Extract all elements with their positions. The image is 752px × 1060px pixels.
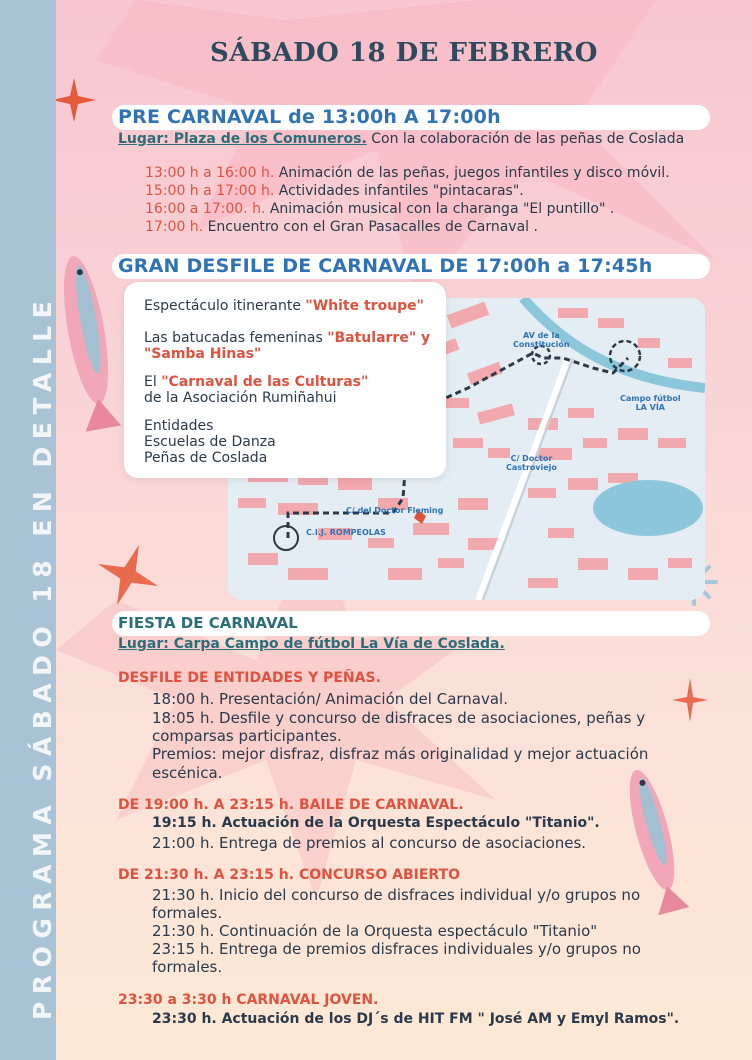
map-label-castroviejo: C/ Doctor Castroviejo bbox=[506, 454, 557, 472]
schedule-line: formales. bbox=[152, 904, 223, 922]
precarnaval-place bbox=[118, 131, 684, 147]
item-text: Animación musical con la charanga "El puntillo" . bbox=[265, 201, 615, 217]
desfile-heading: GRAN DESFILE DE CARNAVAL DE 17:00h a 17:45h bbox=[118, 255, 653, 277]
participant-line: de la Asociación Rumiñahui bbox=[144, 390, 337, 406]
baile-title: DE 19:00 h. A 23:15 h. BAILE DE CARNAVAL. bbox=[118, 797, 464, 813]
precarnaval-heading: PRE CARNAVAL de 13:00h A 17:00h bbox=[118, 106, 501, 128]
schedule-line: 21:00 h. Entrega de premios al concurso de asociaciones. bbox=[152, 834, 587, 852]
item-text: Actividades infantiles "pintacaras". bbox=[274, 183, 524, 199]
list-item bbox=[145, 219, 538, 235]
participant-line: "Samba Hinas" bbox=[144, 346, 262, 362]
map-label-fleming: C/ del Doctor Fleming bbox=[346, 506, 444, 515]
item-time: 17:00 h. bbox=[145, 219, 204, 235]
place-label: Lugar: Plaza de los Comuneros. bbox=[118, 131, 367, 147]
desfile-participants-box bbox=[124, 282, 446, 478]
schedule-line: 21:30 h. Continuación de la Orquesta espectáculo "Titanio" bbox=[152, 922, 598, 940]
concurso-title: DE 21:30 h. A 23:15 h. CONCURSO ABIERTO bbox=[118, 867, 461, 883]
schedule-line: 18:05 h. Desfile y concurso de disfraces de asociaciones, peñas y bbox=[152, 709, 646, 727]
item-text: Animación de las peñas, juegos infantiles y disco móvil. bbox=[274, 165, 670, 181]
sidebar-title: PROGRAMA SÁBADO 18 EN DETALLE bbox=[28, 293, 57, 1020]
map-label-campo: Campo fútbol LA VÍA bbox=[620, 394, 681, 412]
fiesta-place: Lugar: Carpa Campo de fútbol La Vía de Coslada. bbox=[118, 636, 505, 652]
list-item bbox=[145, 165, 670, 181]
schedule-line: 19:15 h. Actuación de la Orquesta Espectáculo "Titanio". bbox=[152, 815, 600, 831]
schedule-line: 23:15 h. Entrega de premios disfraces individuales y/o grupos no bbox=[152, 940, 641, 958]
page-title: SÁBADO 18 DE FEBRERO bbox=[210, 38, 598, 68]
schedule-line: 18:00 h. Presentación/ Animación del Carnaval. bbox=[152, 690, 508, 708]
participant-line: Las batucadas femeninas "Batularre" y bbox=[144, 330, 431, 346]
participant-line: Entidades bbox=[144, 418, 214, 434]
schedule-line: formales. bbox=[152, 958, 223, 976]
participant-line: Escuelas de Danza bbox=[144, 434, 276, 450]
schedule-line: Premios: mejor disfraz, disfraz más originalidad y mejor actuación bbox=[152, 745, 649, 763]
star-icon bbox=[87, 534, 169, 616]
map-label-avenida: AV de la Constitución bbox=[513, 331, 570, 349]
fish-icon bbox=[56, 253, 121, 432]
item-time: 16:00 a 17:00. h. bbox=[145, 201, 266, 217]
item-time: 15:00 h a 17:00 h. bbox=[145, 183, 275, 199]
participant-line: Peñas de Coslada bbox=[144, 450, 268, 466]
place-note: Con la colaboración de las peñas de Coslada bbox=[366, 131, 685, 147]
schedule-line: 21:30 h. Inicio del concurso de disfraces individual y/o grupos no bbox=[152, 886, 641, 904]
fiesta-heading: FIESTA DE CARNAVAL bbox=[118, 614, 298, 632]
participant-line: El "Carnaval de las Culturas" bbox=[144, 374, 369, 390]
schedule-line: comparsas participantes. bbox=[152, 727, 342, 745]
schedule-line: escénica. bbox=[152, 764, 223, 782]
list-item bbox=[145, 183, 524, 199]
item-time: 13:00 h a 16:00 h. bbox=[145, 165, 275, 181]
joven-title: 23:30 a 3:30 h CARNAVAL JOVEN. bbox=[118, 992, 379, 1008]
desfile-entidades-title: DESFILE DE ENTIDADES Y PEÑAS. bbox=[118, 670, 381, 686]
participant-line: Espectáculo itinerante "White troupe" bbox=[144, 298, 424, 314]
schedule-line: 23:30 h. Actuación de los DJ´s de HIT FM " José AM y Emyl Ramos". bbox=[152, 1011, 680, 1027]
item-text: Encuentro con el Gran Pasacalles de Carnaval . bbox=[203, 219, 538, 235]
list-item bbox=[145, 201, 614, 217]
sparkle-icon bbox=[672, 678, 708, 722]
sidebar bbox=[0, 0, 56, 1060]
star-icon bbox=[56, 78, 96, 122]
map-label-cij: C.I.J. ROMPEOLAS bbox=[306, 528, 386, 537]
